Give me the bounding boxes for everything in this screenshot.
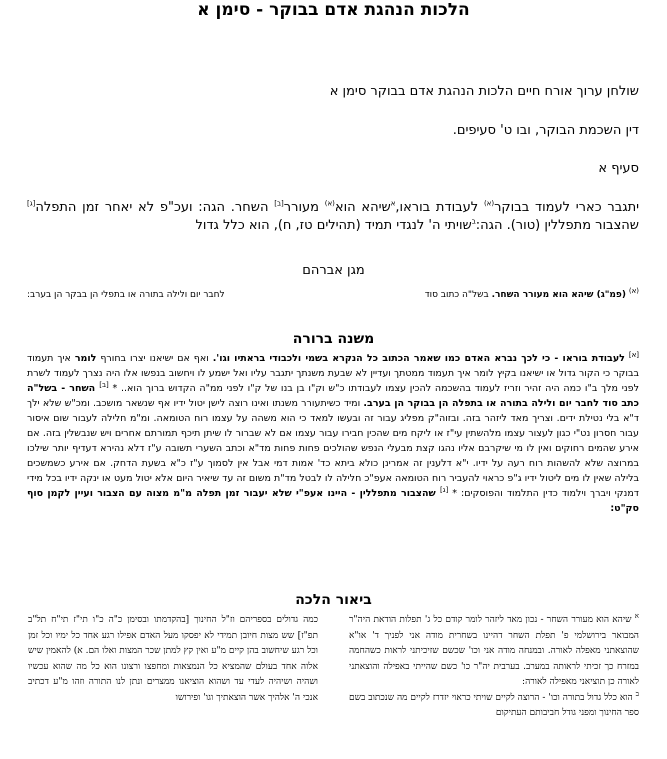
- footnote-marker[interactable]: (א): [324, 199, 335, 208]
- footnote-marker[interactable]: [ב]: [274, 199, 284, 208]
- mb-text-3: ומיד כשיתעורר משנתו ואינו רוצה לישן יטול ידיו אף שנשאר מושכב. ומכ"ש שלא ילך ד"א בלי נטילת ידים. וצריך מאד ליזהר בזה. ובזוה"ק מפליג עבור זה ובעשו למאד כי הוא משהה על עצמו רוח הטומאה. ומ"מ חלילה לעבור שום איסור עבור חסרון נט"י כגון לעצור עצמו מלהשתין עי"ז או ליקח מים שהכין חבירו עבור עצמו אם לא שברור לו שיתן תיכף תמורתם אחרים ויש שנבשלין בזה. אם אירע שהמים רחוקים ואין לו מי שיקרבם אליו נהגו קצת מבעלי הנפש שהולכים פחות פחות מד"א וכתב השערי תשובה ע"ז דלא נהירא דעדיף יותר שילכו במרוצה שלא להשהות רוח רעה על ידיו. י"א דלענין זה אמרינן כולא ביתא כד' אמות דמי אבל אין לסמוך ע"ז כ"א בשעת הדחק. אם אירע כשמשכים בלילה שאין לו מים ליטול ידיו ג"פ כראוי להעביר רוח הטומאה אעפ"כ חלילה לו לבטל מד"ת משום זה עד שיאיר היום אלא יטול מעט או ינקה ידיו בכל מידי דמנקי ויברך וילמוד כדין התלמוד והפוסקים:: [27, 398, 639, 499]
- main-text-1: יתגבר כארי לעמוד בבוקר: [494, 200, 640, 215]
- footnote-marker[interactable]: (א): [628, 287, 639, 295]
- biur-halacha-left-column: [28, 613, 318, 706]
- footnote-marker[interactable]: (א): [483, 199, 495, 208]
- din-line: דין השכמת הבוקר, ובו ט' סעיפים.: [452, 123, 639, 138]
- bh-text-1: שיהא הוא מעורר השחר - נכון מאד ליזהר לומר קודם כל ג' תפלות הודאת היה"ר המבואר בירושלמי פ' תפלת השחר דהיינו בשחרית מודה אני לפניך ד' או"א שהוצאתני מאפלה לאורה. ובמנחה מודה אני וכו' שכשם שזיכיתני לראות כשהחמה במזרח כך זכיתי לראותה במערב. בערבית יה"ר כו' כשם שהייתי באפילה והוצאתני לאורה כן תוציאני מאפילה לאורה:: [349, 615, 639, 687]
- magen-avraham-text-left: לחבר יום ולילה בתורה או בתפלי הן בבקר הן בערב:: [27, 290, 225, 300]
- footnote-marker[interactable]: [ג]: [27, 199, 36, 208]
- biur-halacha-right-column: [349, 613, 639, 722]
- shulchan-aruch-text: [27, 199, 639, 235]
- mb-bold-3: השחר - בשל"ה כתב סוד לחבר יום ולילה בתורה או בתפלה הן בבוקר הן בערב.: [27, 383, 639, 409]
- seif-heading: סעיף א: [598, 161, 639, 176]
- main-text-7: שויתי ה' לנגדי תמיד (תהילים טז, ח), הוא כלל גדול: [195, 218, 472, 233]
- magen-avraham-title: מגן אברהם: [302, 263, 365, 278]
- magen-avraham-bold: (פמ"ג) שיהא הוא מעורר השחר.: [491, 290, 626, 300]
- main-text-2: לעבודת בוראו,: [395, 200, 484, 215]
- footnote-marker[interactable]: א: [390, 199, 396, 208]
- mb-bold-1: לעבודת בוראו - כי לכך נברא האדם כמו שאמר הכתוב כל הנקרא בשמי ולכבודי בראתיו וגו'.: [212, 353, 625, 364]
- source-line: שולחן ערוך אורח חיים הלכות הנהגת אדם בבוקר סימן א: [329, 84, 639, 99]
- star-separator: *: [448, 488, 461, 499]
- bh-left-text: כמה גדולים בספריהם וז"ל החינוך [בהקדמתו ובסימן כ"ה כ"ו תי"ז תי"ח תל"ב תפ"ז] שש מצות חיובן תמידי לא יפסקו מעל האדם אפילו רגע אחד כל ימיו וכל זמן וכל רגע שיחשוב בהן קיים מ"ע ואין קץ למתן שכר המצות ואלו הם. א) להאמין שיש אלוה אחד בעולם שהמציא כל הנמצאות ומחפצו ורצונו הוא כל מה שהוא עכשיו ושהיה ושיהיה לעדי עד ושהוא הוציאנו ממצרים ונתן לנו התורה וזהו מ"ע דכתיב אנכי ה' אלהיך אשר הוצאתיך וגו' ופירושו: [28, 615, 318, 703]
- main-text-5: השחר. הגה: ועכ"פ לא יאחר זמן התפלה: [35, 200, 275, 215]
- mb-bold-2: לומר: [74, 353, 97, 364]
- mishnah-berurah-title: משנה ברורה: [292, 331, 375, 347]
- main-text-4: מעורר: [283, 200, 325, 215]
- mishnah-berurah-text: [27, 351, 639, 516]
- star-separator: *: [108, 383, 121, 394]
- mb-text-1: ואף אם ישיאנו יצרו בחורף: [96, 353, 213, 364]
- magen-avraham-text-right: בשל"ה כתוב סוד: [424, 290, 492, 300]
- footnote-marker[interactable]: ב: [635, 689, 639, 698]
- mb-text-2: איך תעמוד בבוקר כי הקור גדול או ישיאנו בקיץ לומר איך תעמוד ממטתך ועדיין לא שבעת משנתך יתגבר עליו ואל ישמע לו ויחשוב בנפשו אלו היה נצרך לעמוד לשרת לפני מלך ב"ו כמה היה זהיר וזריז לעמוד בהשכמה להכין עצמו לעבודתו כ"ש וק"ו בן בנו של ק"ו לפני ממ"ה הקדוש ברוך הוא..: [27, 353, 639, 394]
- main-text-6: שהצבור מתפללין (טור). הגה:: [475, 218, 639, 233]
- bh-text-2: הוא כלל גדול בתורה וכו' - הרוצה לקיים שויתי כראוי יזדרז לקיים מה שנכתוב בשם ספר החינוך ומפני גודל חביבותם העתיקום: [349, 692, 639, 718]
- page-title: הלכות הנהגת אדם בבוקר - סימן א: [197, 0, 470, 20]
- footnote-marker[interactable]: א: [634, 612, 639, 620]
- footnote-marker[interactable]: [ג]: [439, 485, 449, 494]
- footnote-marker[interactable]: ב: [471, 217, 476, 226]
- footnote-marker[interactable]: [א]: [628, 350, 639, 359]
- mb-bold-4: שהצבור מתפללין - היינו אעפ"י שלא יעבור זמן תפלה מ"מ מצוה עם הצבור ועיין לקמן סוף סק"ט:: [27, 488, 639, 514]
- magen-avraham-right: [425, 289, 639, 301]
- biur-halacha-title: ביאור הלכה: [295, 592, 372, 608]
- footnote-marker[interactable]: [ב]: [99, 380, 109, 389]
- main-text-3: שיהא הוא: [334, 200, 391, 215]
